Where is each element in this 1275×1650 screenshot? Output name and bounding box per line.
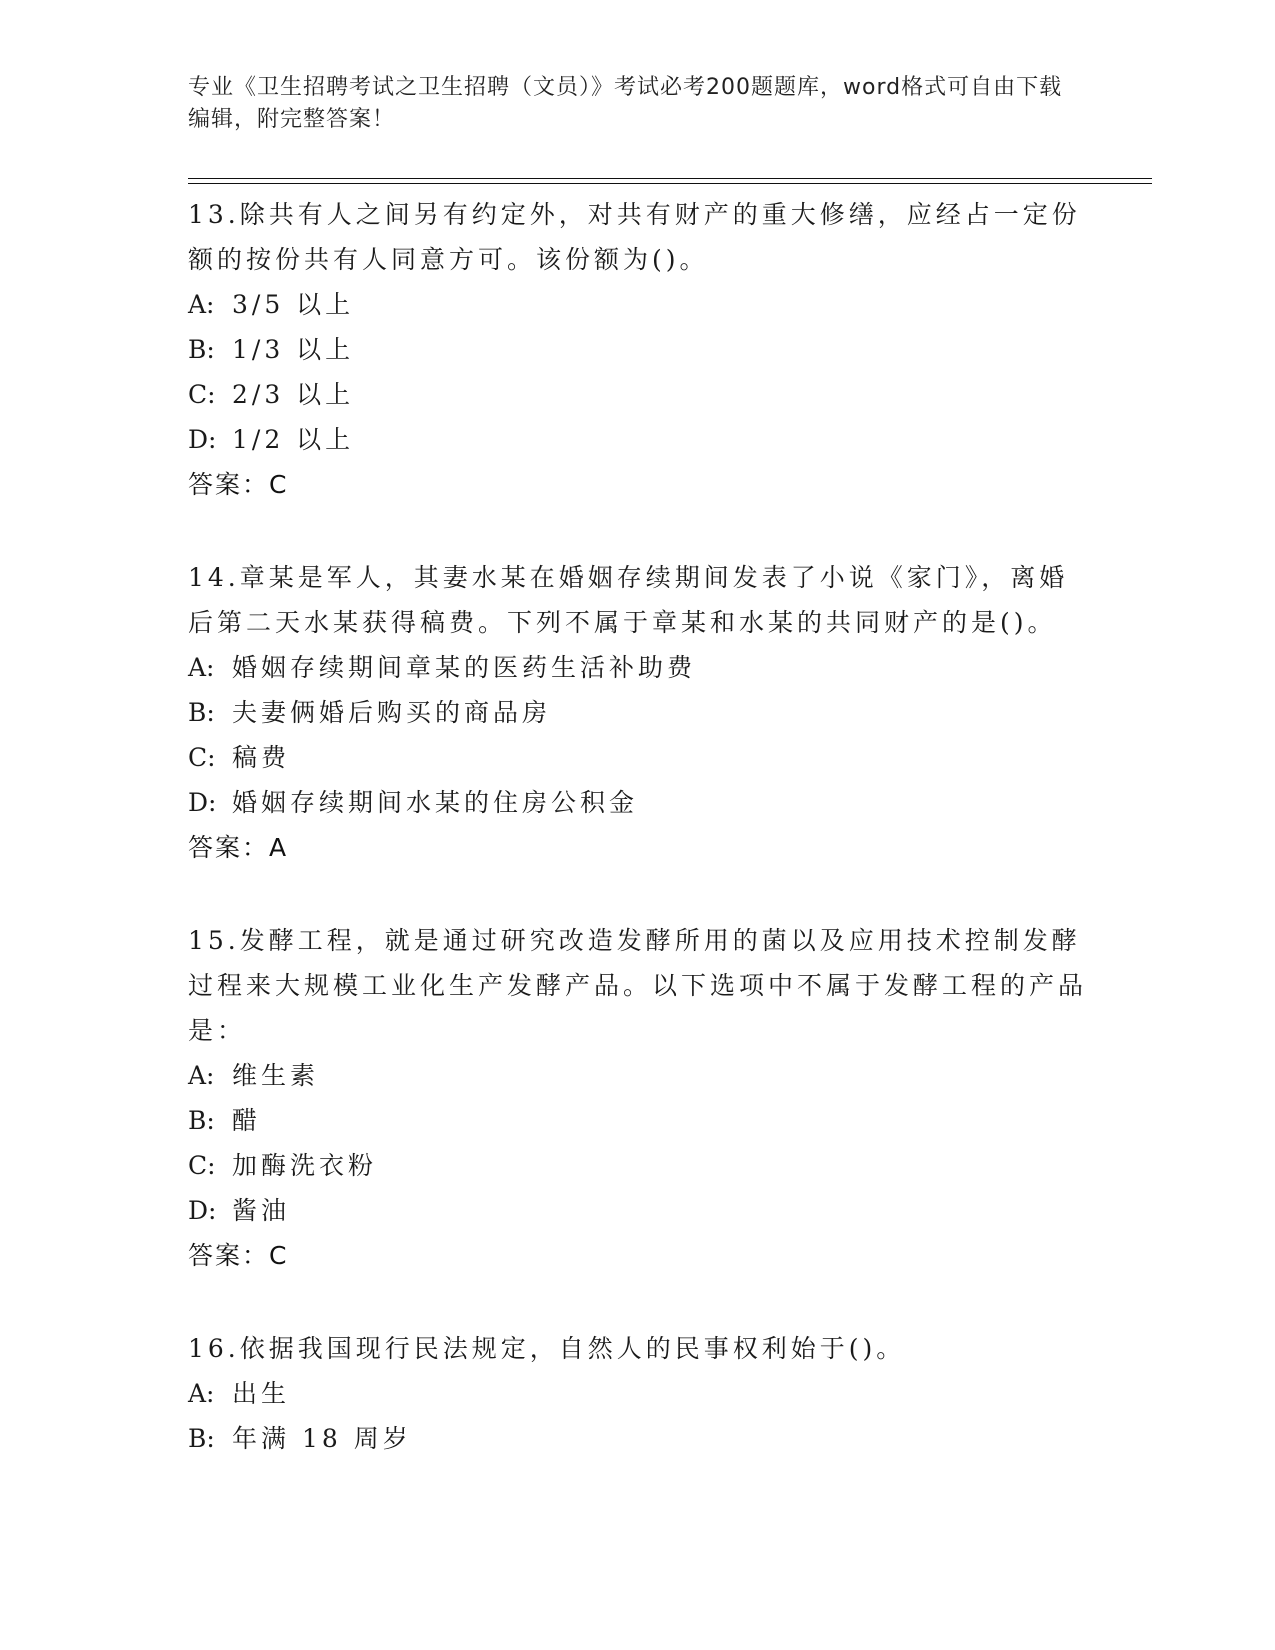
option-text: 出生 <box>232 1379 291 1408</box>
option-label: B: <box>188 1106 215 1135</box>
option-label: C: <box>188 743 216 772</box>
question-stem: 16.依据我国现行民法规定，自然人的民事权利始于()。 <box>188 1334 906 1363</box>
option-text: 年满 18 周岁 <box>232 1424 412 1453</box>
option-label: D: <box>188 788 217 817</box>
option-label: C: <box>188 380 216 409</box>
option-text: 加酶洗衣粉 <box>232 1151 378 1180</box>
option-text: 夫妻俩婚后购买的商品房 <box>232 698 552 727</box>
option-label: C: <box>188 1151 216 1180</box>
option-text: 醋 <box>232 1106 262 1135</box>
option-label: B: <box>188 335 215 364</box>
option-label: A: <box>188 290 215 319</box>
option-text: 维生素 <box>232 1061 320 1090</box>
option-label: B: <box>188 698 215 727</box>
option-label: B: <box>188 1424 215 1453</box>
option-a <box>188 282 1088 327</box>
option-text: 1/3 以上 <box>232 335 355 364</box>
option-a <box>188 645 1088 690</box>
option-text: 稿费 <box>232 743 291 772</box>
answer-line: 答案：C <box>188 1241 289 1270</box>
option-label: D: <box>188 425 217 454</box>
option-d <box>188 1188 1088 1233</box>
option-c <box>188 735 1088 780</box>
question-13 <box>188 192 1088 507</box>
option-a <box>188 1053 1088 1098</box>
answer-line: 答案：C <box>188 470 289 499</box>
option-d <box>188 417 1088 462</box>
question-14 <box>188 555 1088 870</box>
option-b <box>188 1098 1088 1143</box>
option-a <box>188 1371 1088 1416</box>
option-label: D: <box>188 1196 217 1225</box>
question-stem: 14.章某是军人，其妻水某在婚姻存续期间发表了小说《家门》，离婚后第二天水某获得稿费。下列不属于章某和水某的共同财产的是()。 <box>188 563 1069 637</box>
document-header: 专业《卫生招聘考试之卫生招聘（文员）》考试必考200题题库，word格式可自由下载编辑，附完整答案！ <box>188 75 1063 132</box>
header-rule-top <box>188 178 1152 179</box>
option-label: A: <box>188 653 215 682</box>
answer-line: 答案：A <box>188 833 289 862</box>
option-label: A: <box>188 1061 215 1090</box>
option-label: A: <box>188 1379 215 1408</box>
option-text: 婚姻存续期间章某的医药生活补助费 <box>232 653 697 682</box>
option-c <box>188 1143 1088 1188</box>
option-b <box>188 327 1088 372</box>
option-text: 婚姻存续期间水某的住房公积金 <box>232 788 639 817</box>
question-list <box>188 192 1088 1509</box>
header-rule-bottom <box>188 183 1152 184</box>
option-text: 酱油 <box>232 1196 291 1225</box>
question-15 <box>188 918 1088 1278</box>
option-c <box>188 372 1088 417</box>
option-d <box>188 780 1088 825</box>
option-text: 3/5 以上 <box>232 290 355 319</box>
option-text: 2/3 以上 <box>232 380 355 409</box>
option-text: 1/2 以上 <box>232 425 355 454</box>
option-b <box>188 690 1088 735</box>
question-stem: 15.发酵工程，就是通过研究改造发酵所用的菌以及应用技术控制发酵过程来大规模工业化生产发酵产品。以下选项中不属于发酵工程的产品是： <box>188 926 1088 1045</box>
option-b <box>188 1416 1088 1461</box>
question-16 <box>188 1326 1088 1461</box>
question-stem: 13.除共有人之间另有约定外，对共有财产的重大修缮，应经占一定份额的按份共有人同意方可。该份额为()。 <box>188 200 1081 274</box>
